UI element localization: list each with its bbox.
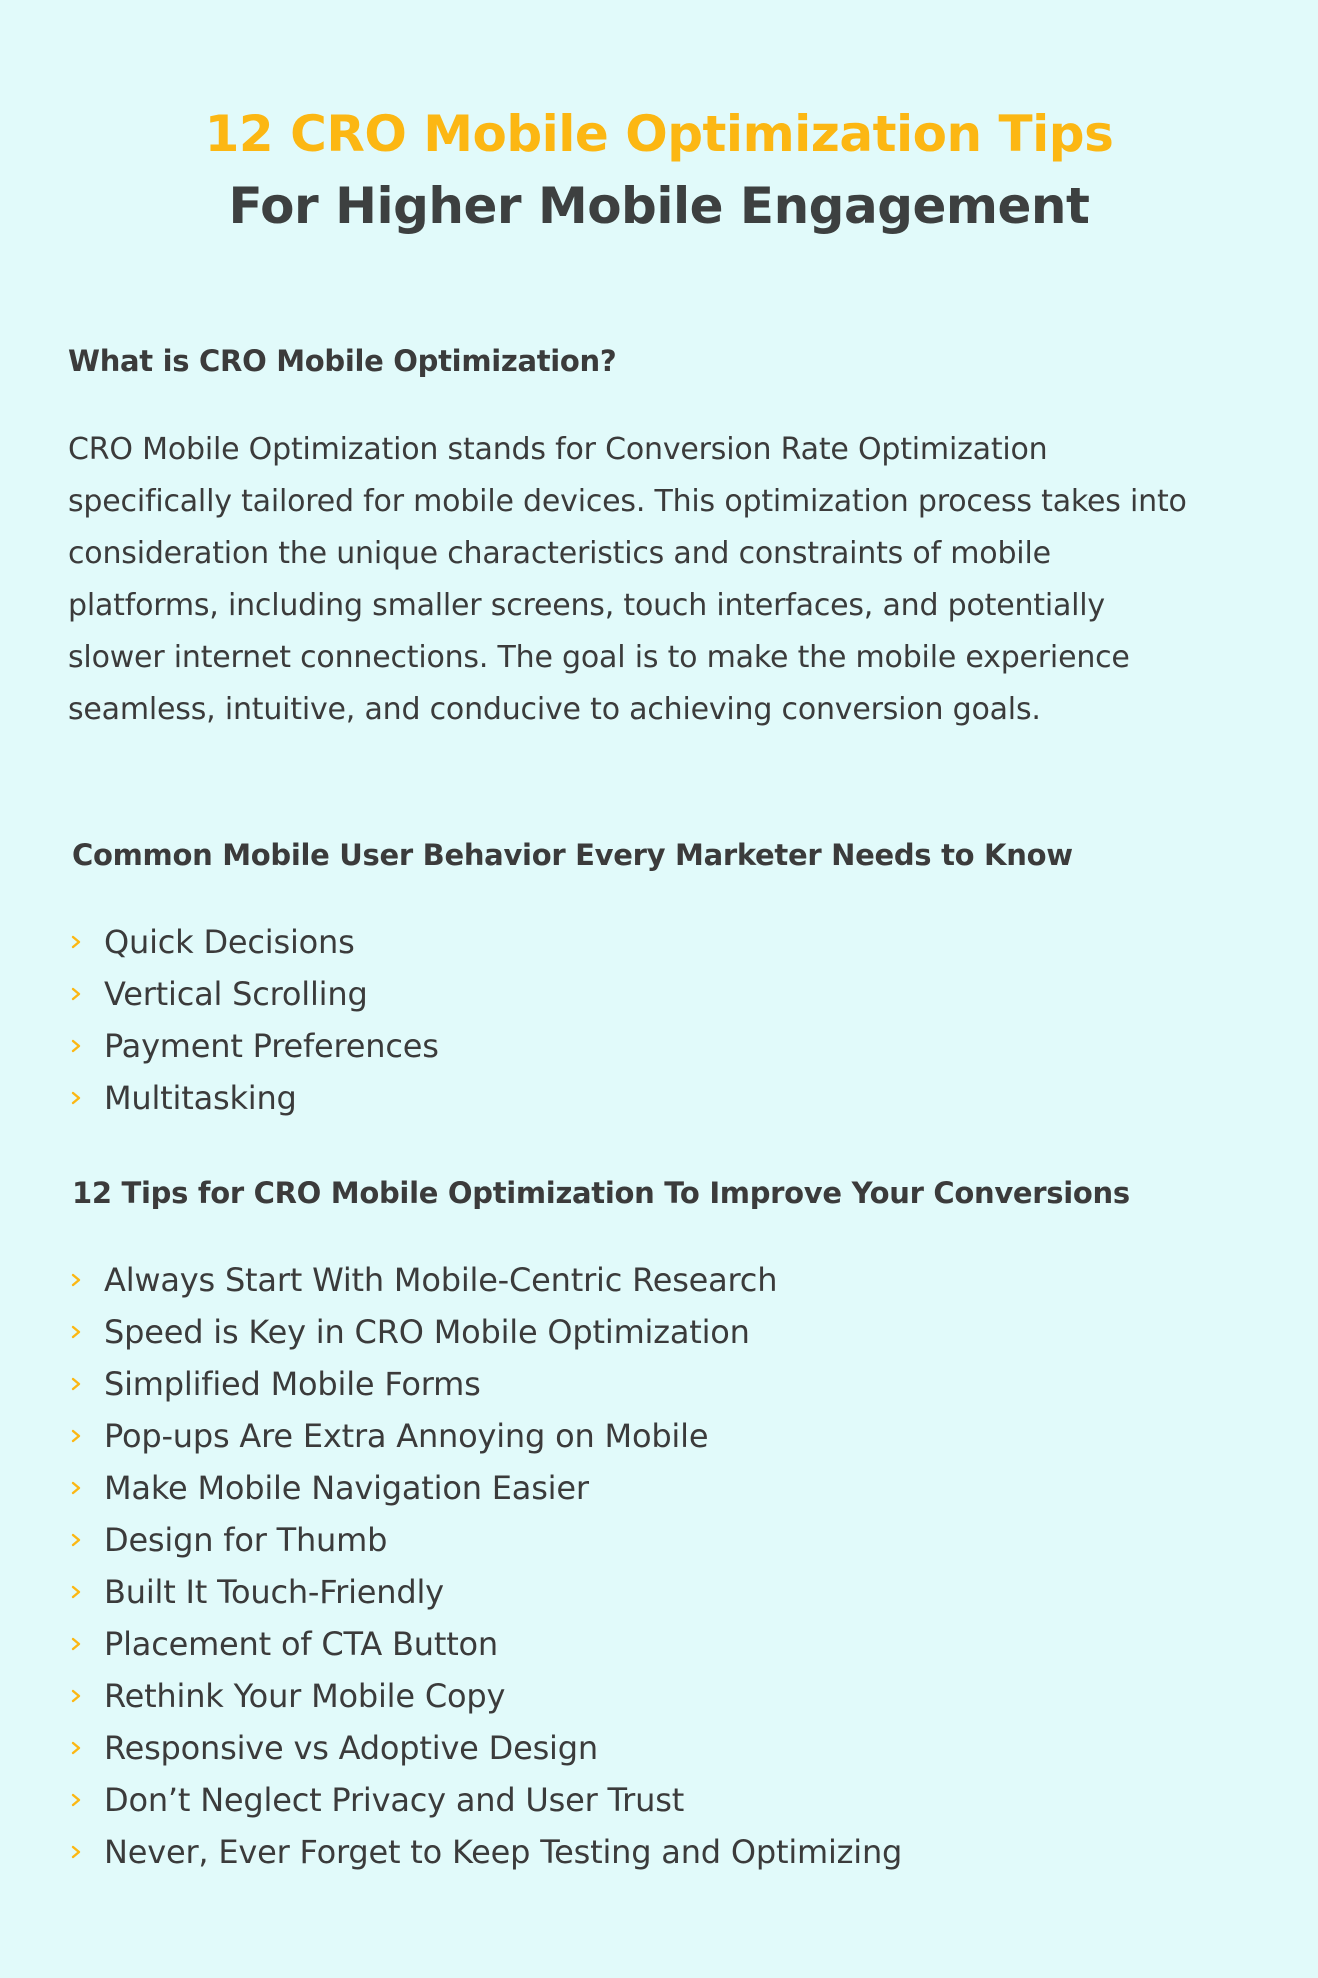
list-item-label: Design for Thumb (104, 1521, 388, 1559)
chevron-right-icon (70, 1739, 104, 1757)
list-item-label: Vertical Scrolling (104, 975, 368, 1013)
chevron-right-icon (70, 1323, 104, 1341)
chevron-right-icon (70, 1479, 104, 1497)
list-item (70, 1722, 902, 1774)
chevron-right-icon (70, 1687, 104, 1705)
list-item (70, 916, 439, 968)
list-item (70, 1618, 902, 1670)
list-item-label: Never, Ever Forget to Keep Testing and Optimizing (104, 1833, 903, 1871)
chevron-right-icon (70, 1843, 104, 1861)
list-item (70, 1306, 902, 1358)
chevron-right-icon (70, 1427, 104, 1445)
list-item (70, 1514, 902, 1566)
list-item (70, 1774, 902, 1826)
title-main: For Higher Mobile Engagement (228, 177, 1090, 235)
list-item-label: Quick Decisions (104, 923, 355, 961)
list-item-label: Placement of CTA Button (104, 1625, 499, 1663)
list-item-label: Make Mobile Navigation Easier (104, 1469, 589, 1507)
title-block (0, 98, 1318, 242)
chevron-right-icon (70, 985, 104, 1003)
chevron-right-icon (70, 1037, 104, 1055)
list-item (70, 1826, 902, 1878)
list-item (70, 1072, 439, 1124)
list-item (70, 1254, 902, 1306)
list-item-label: Multitasking (104, 1079, 297, 1117)
chevron-right-icon (70, 1583, 104, 1601)
list-item (70, 1462, 902, 1514)
intro-heading: What is CRO Mobile Optimization? (68, 344, 617, 378)
list-item-label: Built It Touch-Friendly (104, 1573, 444, 1611)
list-item-label: Rethink Your Mobile Copy (104, 1677, 506, 1715)
chevron-right-icon (70, 1271, 104, 1289)
title-highlight: 12 CRO Mobile Optimization Tips (204, 105, 1114, 163)
chevron-right-icon (70, 1791, 104, 1809)
intro-paragraph: CRO Mobile Optimization stands for Conversion Rate Optimization specifically tailored for mobile devices. This optimization process takes into consideration the unique characteristics and constraints of mobile platforms, including smaller screens, touch interfaces, and potentially slower internet connections. The goal is to make the mobile experience seamless, intuitive, and conducive to achieving conversion goals. (68, 432, 1187, 727)
list-item-label: Don’t Neglect Privacy and User Trust (104, 1781, 685, 1819)
chevron-right-icon (70, 1375, 104, 1393)
list-item (70, 1358, 902, 1410)
list-item (70, 1566, 902, 1618)
behavior-heading: Common Mobile User Behavior Every Marketer Needs to Know (72, 838, 1073, 872)
list-item (70, 1410, 902, 1462)
list-item-label: Responsive vs Adoptive Design (104, 1729, 598, 1767)
list-item-label: Speed is Key in CRO Mobile Optimization (104, 1313, 750, 1351)
list-item (70, 968, 439, 1020)
chevron-right-icon (70, 1635, 104, 1653)
tips-heading: 12 Tips for CRO Mobile Optimization To Improve Your Conversions (72, 1176, 1130, 1210)
list-item (70, 1020, 439, 1072)
list-item-label: Pop-ups Are Extra Annoying on Mobile (104, 1417, 709, 1455)
list-item-label: Payment Preferences (104, 1027, 439, 1065)
list-item-label: Always Start With Mobile-Centric Research (104, 1261, 778, 1299)
list-item (70, 1670, 902, 1722)
chevron-right-icon (70, 933, 104, 951)
behavior-list (70, 916, 439, 1124)
list-item-label: Simplified Mobile Forms (104, 1365, 481, 1403)
chevron-right-icon (70, 1531, 104, 1549)
chevron-right-icon (70, 1089, 104, 1107)
tips-list (70, 1254, 902, 1878)
